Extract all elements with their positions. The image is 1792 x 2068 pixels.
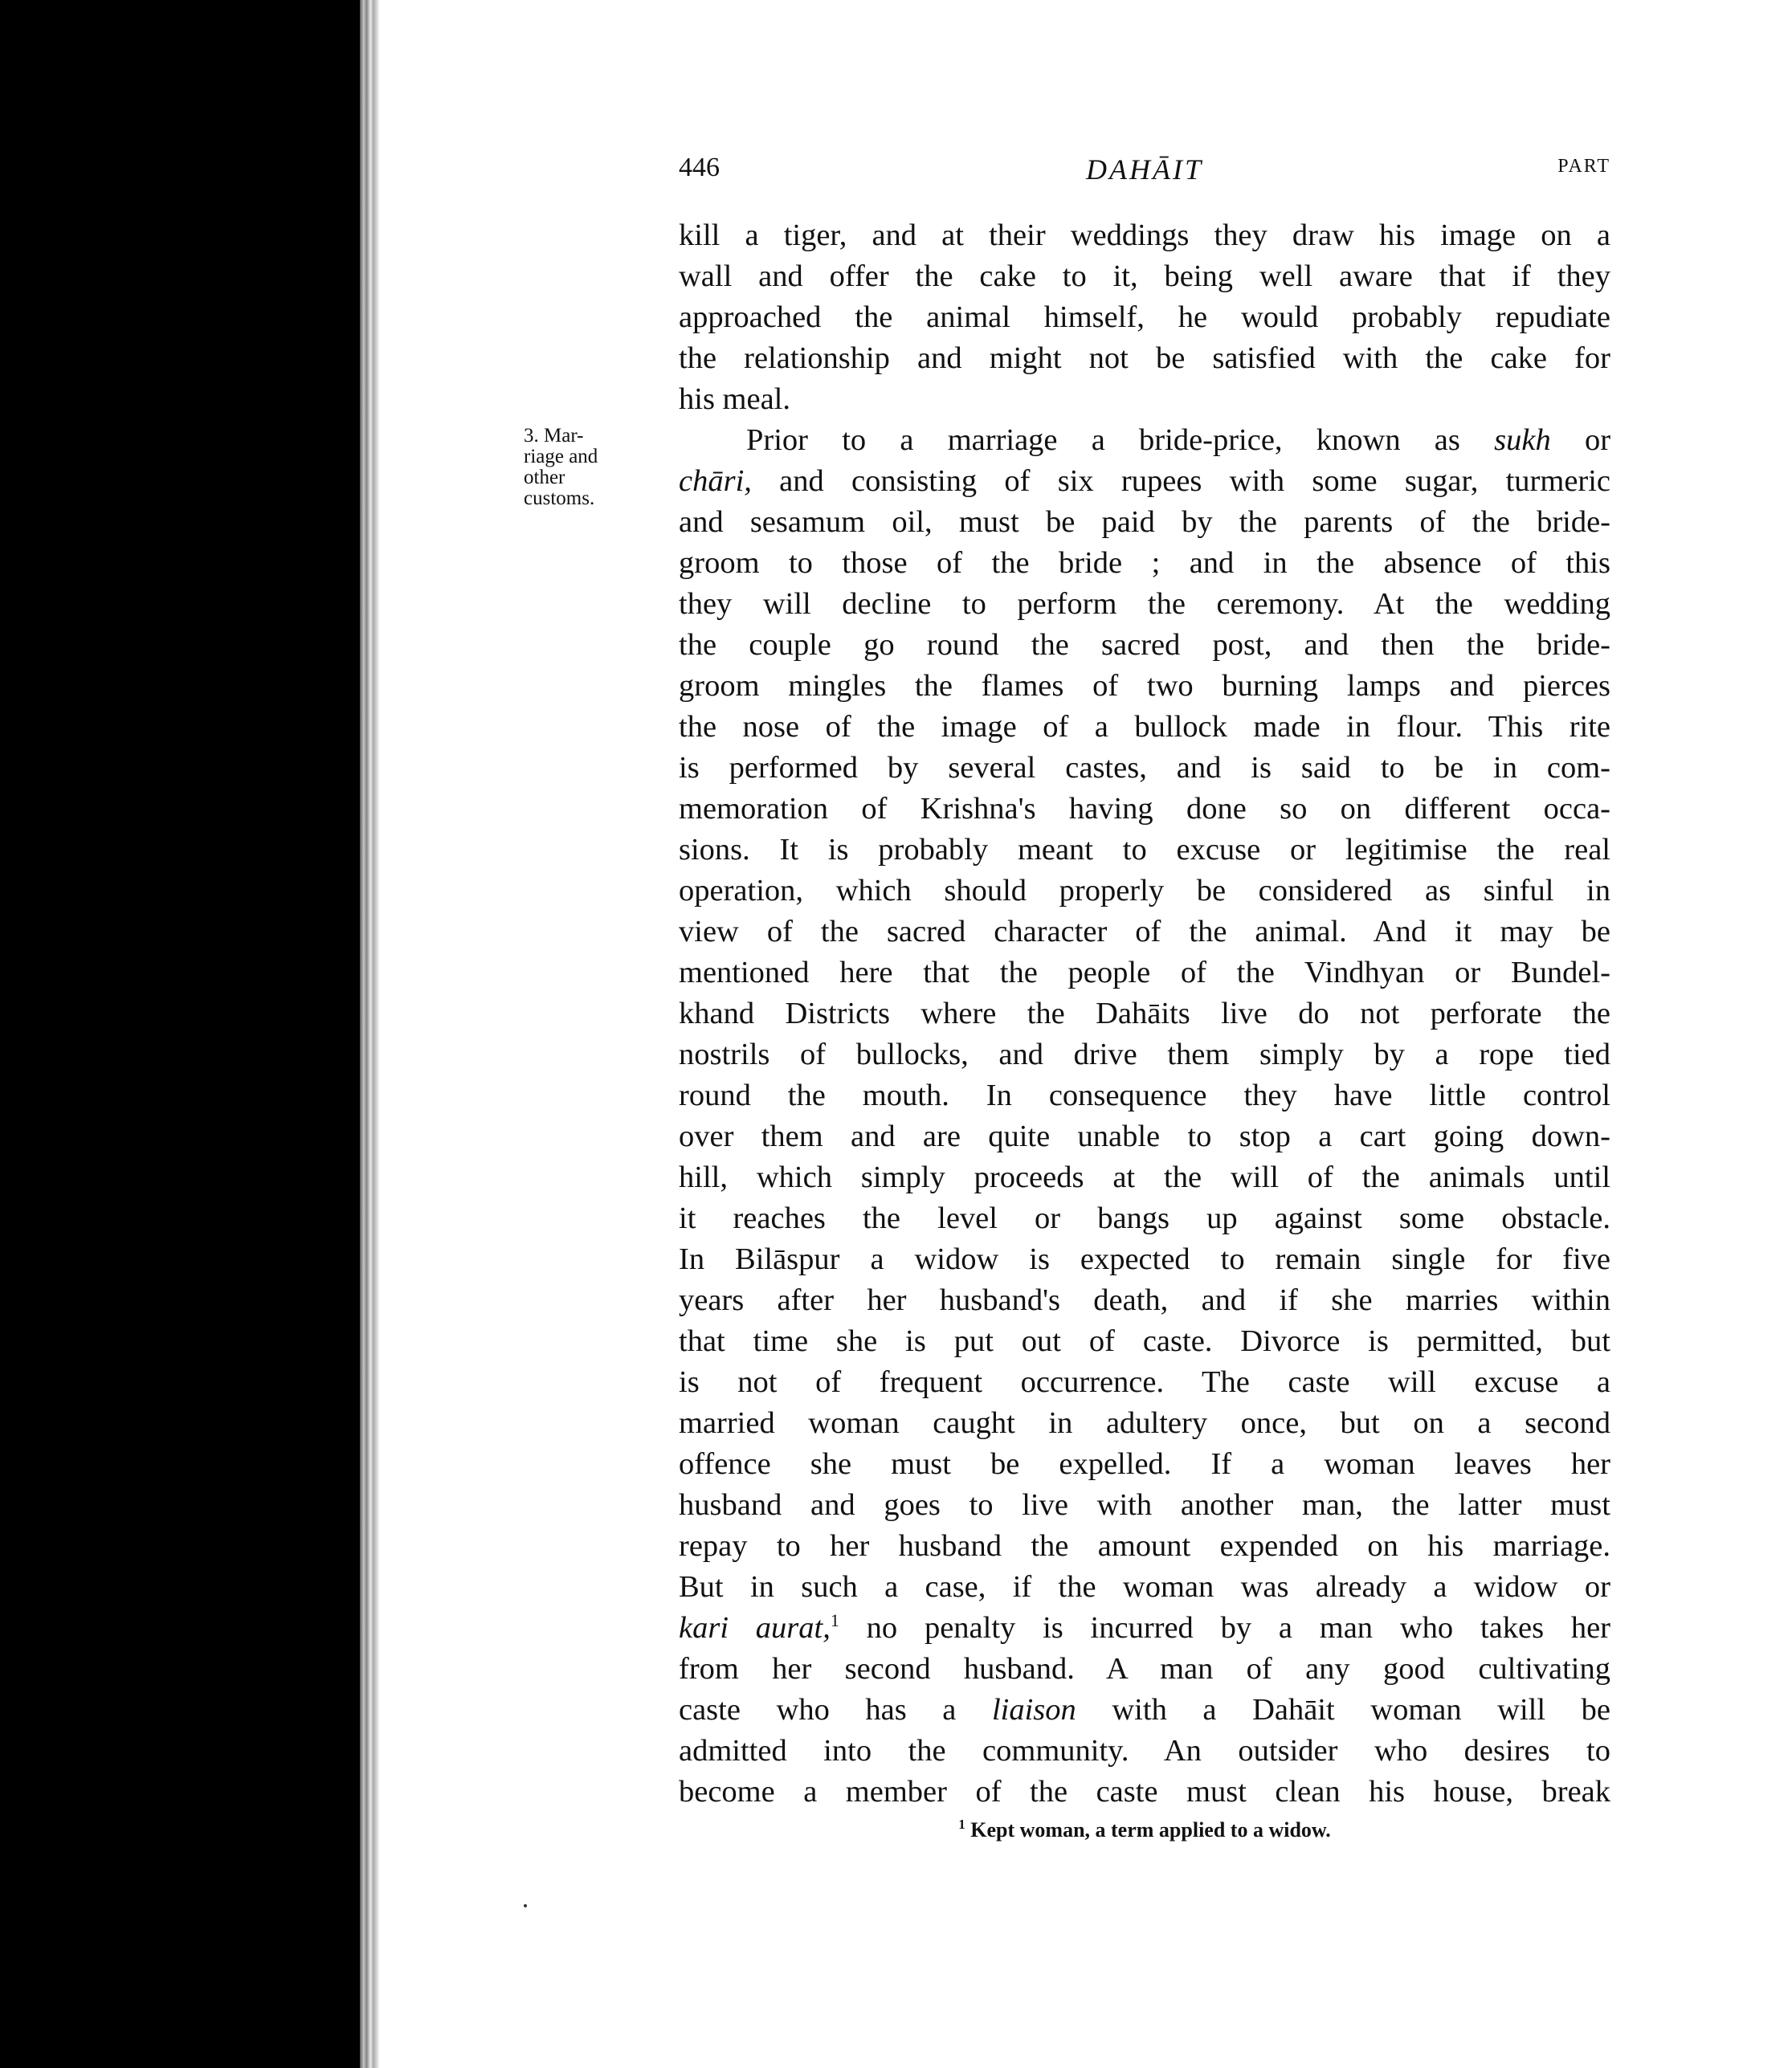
text-line: approached the animal himself, he would probably repudiate (679, 300, 1610, 334)
text-line: over them and are quite unable to stop a cart going down- (679, 1120, 1610, 1153)
text-line: from her second husband. A man of any good cultivating (679, 1652, 1610, 1686)
text-line: the nose of the image of a bullock made in flour. This rite (679, 710, 1610, 744)
footnote (679, 1818, 1610, 1842)
text-line: round the mouth. In consequence they have little control (679, 1079, 1610, 1112)
footnote-marker: 1 (958, 1817, 965, 1832)
text-segment: with a Dahāit woman will be (1112, 1693, 1610, 1727)
margin-note-line: other (524, 467, 565, 488)
text-line: years after her husband's death, and if she marries within (679, 1283, 1610, 1317)
margin-note-line: 3. Mar- (524, 425, 584, 447)
text-line: groom mingles the flames of two burning lamps and pierces (679, 669, 1610, 703)
text-line: kill a tiger, and at their weddings they draw his image on a (679, 218, 1610, 252)
margin-note-line: riage and (524, 446, 598, 467)
text-line: husband and goes to live with another man, the latter must (679, 1488, 1610, 1522)
book-binding-shadow (0, 0, 360, 2068)
text-line: his meal. (679, 382, 790, 416)
text-line: the couple go round the sacred post, and then the bride- (679, 628, 1610, 662)
text-segment: Prior to a marriage a bride-price, known as (746, 423, 1460, 457)
text-line: mentioned here that the people of the Vindhyan or Bundel- (679, 956, 1610, 989)
text-line: But in such a case, if the woman was already a widow or (679, 1570, 1610, 1604)
text-line: is performed by several castes, and is said to be in com- (679, 751, 1610, 785)
page-header (679, 153, 1610, 193)
text-segment: and consisting of six rupees with some sugar, turmeric (779, 464, 1611, 498)
text-line: operation, which should properly be considered as sinful in (679, 874, 1610, 908)
italic-term: kari aurat, (679, 1611, 831, 1645)
page-number: 446 (679, 153, 720, 182)
text-line: is not of frequent occurrence. The caste will excuse a (679, 1365, 1610, 1399)
text-line: married woman caught in adultery once, but on a second (679, 1406, 1610, 1440)
text-line: hill, which simply proceeds at the will of the animals until (679, 1160, 1610, 1194)
text-line: that time she is put out of caste. Divorce is permitted, but (679, 1324, 1610, 1358)
footnote-text: Kept woman, a term applied to a widow. (970, 1818, 1331, 1842)
italic-term: chāri, (679, 464, 752, 498)
text-line: the relationship and might not be satisfied with the cake for (679, 341, 1610, 375)
text-line: and sesamum oil, must be paid by the parents of the bride- (679, 505, 1610, 539)
text-line (679, 461, 1610, 502)
text-line: repay to her husband the amount expended on his marriage. (679, 1529, 1610, 1563)
margin-note (524, 426, 644, 509)
paper-speck (524, 1904, 527, 1907)
text-line: khand Districts where the Dahāits live do not perforate the (679, 997, 1610, 1030)
text-line (679, 1608, 1610, 1649)
italic-term: sukh (1494, 423, 1551, 457)
text-line: offence she must be expelled. If a woman leaves her (679, 1447, 1610, 1481)
text-line: wall and offer the cake to it, being well aware that if they (679, 259, 1610, 293)
text-line (679, 420, 1610, 461)
text-line: view of the sacred character of the animal. And it may be (679, 915, 1610, 948)
text-line (679, 1690, 1610, 1731)
text-line: groom to those of the bride ; and in the absence of this (679, 546, 1610, 580)
text-segment: no penalty is incurred by a man who takes her (866, 1611, 1610, 1645)
text-line: nostrils of bullocks, and drive them simply by a rope tied (679, 1038, 1610, 1071)
text-line: sions. It is probably meant to excuse or legitimise the real (679, 833, 1610, 867)
page-gutter-edge (360, 0, 379, 2068)
footnote-reference: 1 (830, 1610, 839, 1630)
text-line: memoration of Krishna's having done so on different occa- (679, 792, 1610, 826)
text-line: it reaches the level or bangs up against some obstacle. (679, 1201, 1610, 1235)
body-text (679, 215, 1610, 1813)
running-title: DAHĀIT (1086, 153, 1203, 186)
text-line: In Bilāspur a widow is expected to remain single for five (679, 1242, 1610, 1276)
text-line: become a member of the caste must clean his house, break (679, 1775, 1610, 1809)
part-label: PART (1557, 156, 1610, 177)
text-segment: caste who has a (679, 1693, 957, 1727)
text-line: admitted into the community. An outsider who desires to (679, 1734, 1610, 1768)
text-segment: or (1584, 423, 1611, 457)
text-line: they will decline to perform the ceremony. At the wedding (679, 587, 1610, 621)
italic-term: liaison (991, 1693, 1076, 1727)
margin-note-line: customs. (524, 487, 595, 509)
